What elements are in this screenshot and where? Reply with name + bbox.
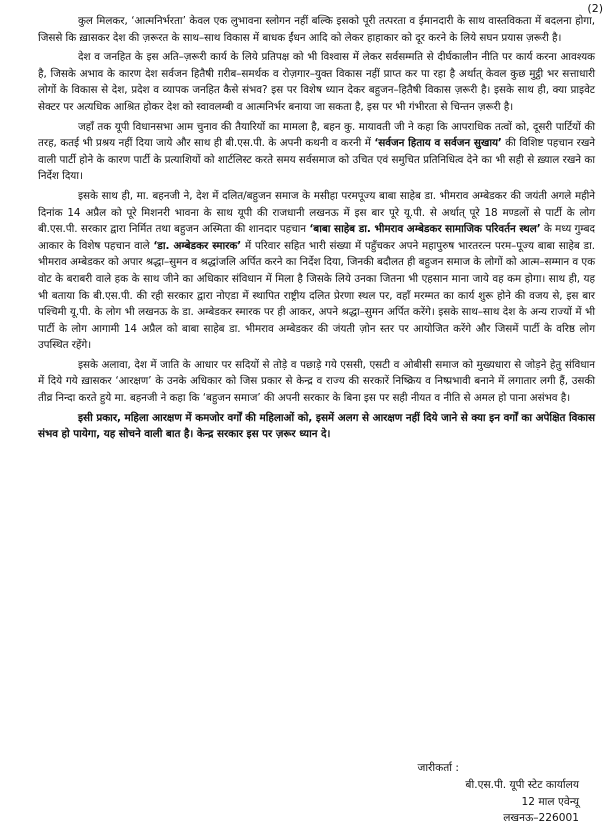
text-run: के मध्य गुम्बद आकार के विशेष पहचान वाले — [38, 223, 595, 252]
text-run: की विशिष्ट पहचान रखने वाली पार्टी होने के कारण पार्टी के प्रत्याशियों को शार्टलिस्ट करते समय सर्वसमाज को उचित एवं समुचित प्रतिनिधित्व देने का भी सही से ख़्याल रखने का निर्देश दिया। — [38, 137, 595, 183]
issuer-block — [417, 760, 579, 827]
memorial-name-emphasis: ‘बाबा साहेब डा. भीमराव अम्बेडकर सामाजिक परिवर्तन स्थल’ — [309, 223, 541, 236]
paragraph-national-interest: देश व जनहित के इस अति–ज़रूरी कार्य के लिये प्रतिपक्ष को भी विश्वास में लेकर सर्वसम्मति से दीर्घकालीन नीति पर कार्य करना आवश्यक है, जिसके अभाव के कारण देश सर्वजन हितैषी ग़रीब–समर्थक व रोज़गार–युक्त विकास नहीं प्राप्त कर पा रहा है अर्थात् केवल कुछ मुट्ठी भर सत्ताधारी लोगों के विकास से देश, प्रदेश व व्यापक जनहित कैसे संभव? इस पर विशेष ध्यान देकर बहुजन–हितैषी विकास ज़रूरी है। इसके साथ ही, क्या प्राइवेट सेक्टर पर अत्यधिक आश्रित होकर देश को स्वावलम्बी व आत्मनिर्भर बनाया जा सकता है, इस पर भी गंभीरता से चिन्तन ज़रूरी है। — [38, 51, 595, 113]
paragraph-ambedkar-jayanti — [38, 188, 595, 354]
slogan-emphasis: ‘सर्वजन हिताय व सर्वजन सुखाय’ — [374, 137, 502, 150]
text-run: इसके साथ ही, मा. बहनजी ने, देश में दलित/बहुजन समाज के मसीहा परमपूज्य बाबा साहेब डा. भीमराव अम्बेडकर की जयंती अगले महीने दिनांक 14 अप्रैल को पूरे मिशनरी भावना के साथ यूपी की राजधानी लखनऊ में इस बार पूरे यू.पी. से अर्थात् पूरे 18 मण्डलों से पार्टी के लोग बी.एस.पी. सरकार द्वारा निर्मित तथा बहुजन अस्मिता की शानदार पहचान — [38, 189, 595, 236]
text-run: जहाँ तक यूपी विधानसभा आम चुनाव की तैयारियों का मामला है, बहन कु. मायावती जी ने कहा कि आपराधिक तत्वों को, दूसरी पार्टियों की तरह, कतई भी प्रश्रय नहीं दिया जाये और साथ ही बी.एस.पी. के अपनी कथनी व करनी में — [38, 120, 595, 150]
issuer-address: 12 माल एवेन्यू — [521, 795, 579, 808]
issuer-label: जारीकर्ता : — [417, 762, 459, 774]
text-run: में परिवार सहित भारी संख्या में पहुँचकर अपने महापुरुष भारतरत्न परम–पूज्य बाबा साहेब डा. भीमराव अम्बेडकर को अपार श्रद्धा–सुमन व श्रद्धांजलि अर्पित करने का निर्देश दिया, जिनकी बदौलत ही बहुजन समाज के लोगों को आत्म–सम्मान व एक वोट के बराबरी वाले हक के साथ जीने का अधिकार संविधान में मिला है जिसके लिये उनका जितना भी एहसान माना जाये वह कम होगा। साथ ही, यह भी बताया कि बी.एस.पी. की रही सरकार द्वारा नोएडा में स्थापित राष्ट्रीय दलित प्रेरणा स्थल पर, वहाँ मरम्मत का कार्य शुरू होने की वजय से, इस बार पश्चिमी यू.पी. के लोग भी लखनऊ के डा. अम्बेडकर स्मारक पर ही आकर, अपने श्रद्धा–सुमन अर्पित करेंगे। इसके साथ–साथ देश के अन्य राज्यों में भी पार्टी के लोग आगामी 14 अप्रैल को बाबा साहेब डा. भीमराव अम्बेडकर की जंयती ज़ोन स्तर पर आयोजित करेंगे और जिसमें पार्टी के वरिष्ठ लोग उपस्थित रहेंगे। — [38, 239, 595, 352]
issuer-city: लखनऊ–226001 — [503, 812, 579, 825]
paragraph-reservation: इसके अलावा, देश में जाति के आधार पर सदियों से तोड़े व पछाड़े गये एससी, एसटी व ओबीसी समाज को मुख्यधारा से जोड़ने हेतु संविधान में दिये गये ख़ासकर ‘आरक्षण’ के उनके अधिकार को जिस प्रकार से केन्द्र व राज्य की सरकारें निष्क्रिय व निष्प्रभावी बनाने में लगातार लगी हैं, उसकी तीव्र निन्दा करते हुये मा. बहनजी ने कहा कि ‘बहुजन समाज’ की अपनी सरकार के बिना इस पर सही नीयत व नीति से अमल हो पाना असंभव है। — [38, 358, 595, 405]
paragraph-women-reservation: इसी प्रकार, महिला आरक्षण में कमजोर वर्गों की महिलाओं को, इसमें अलग से आरक्षण नहीं दिये जाने से क्या इन वर्गों का अपेक्षित विकास संभव हो पायेगा, यह सोचने वाली बात है। केन्द्र सरकार इस पर ज़रूर ध्यान दे। — [38, 411, 595, 441]
smarak-emphasis: ‘डा. अम्बेडकर स्मारक’ — [153, 239, 242, 252]
paragraph-self-reliance: कुल मिलकर, ‘आत्मनिर्भरता’ केवल एक लुभावना स्लोगन नहीं बल्कि इसको पूरी तत्परता व ईमानदारी के साथ वास्तविकता में बदलना होगा, जिससे कि ख़ासकर देश की ज़रूरत के साथ–साथ विकास में बाधक ईंधन आदि को लेकर हाहाकार को दूर करने के लिये सघन प्रयास ज़रूरी है। — [38, 15, 595, 44]
issuer-office: बी.एस.पी. यूपी स्टेट कार्यालय — [465, 778, 579, 791]
paragraph-up-elections — [38, 119, 595, 185]
page-number: (2) — [587, 2, 603, 15]
